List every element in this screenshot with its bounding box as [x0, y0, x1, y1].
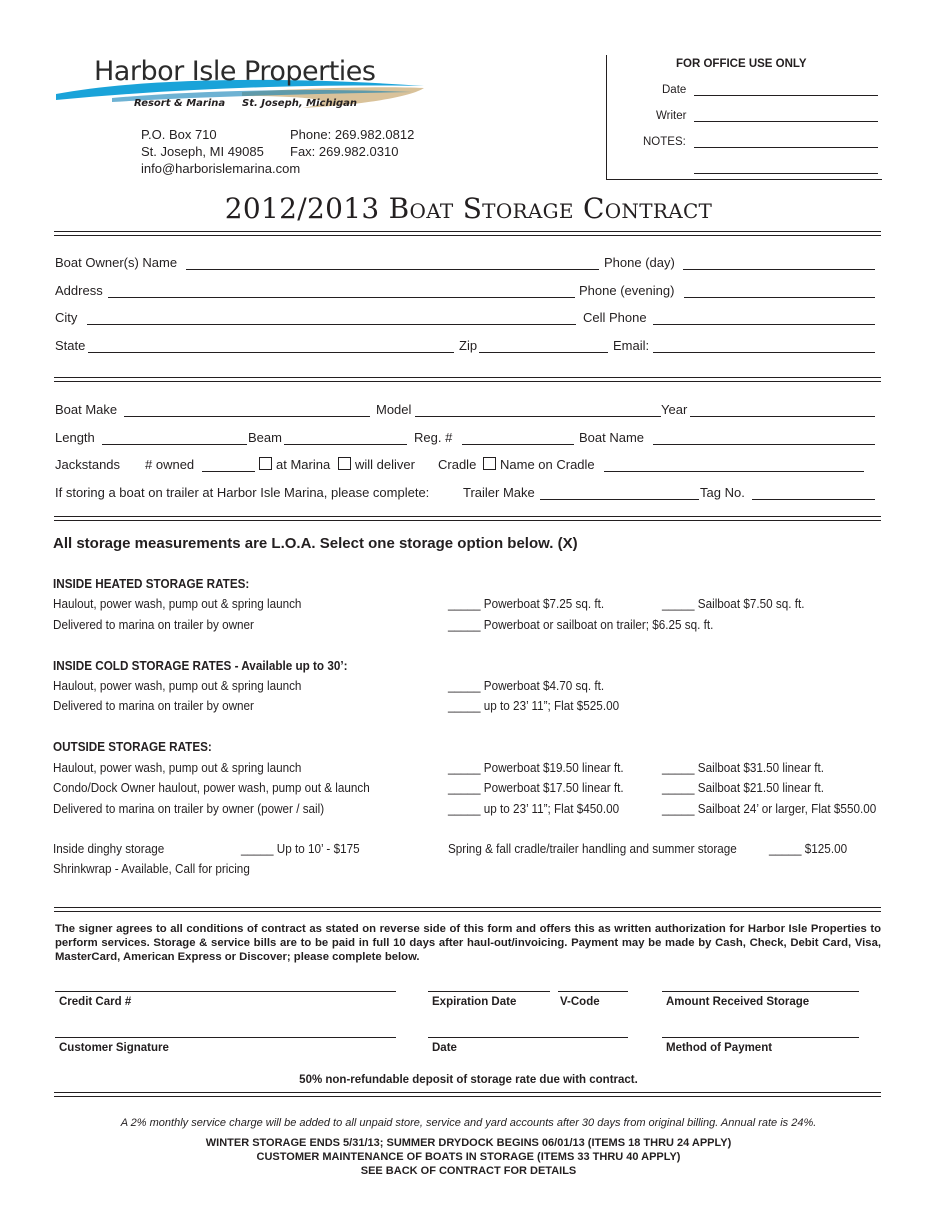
cradle-handling-label: Spring & fall cradle/trailer handling and summer storage: [448, 841, 737, 856]
city-label: City: [55, 310, 78, 325]
office-notes-field[interactable]: [694, 136, 878, 148]
office-writer-label: Writer: [656, 110, 687, 122]
payment-rule-bottom: [54, 1096, 881, 1097]
date-field[interactable]: [428, 1037, 628, 1038]
phone-evening-label: Phone (evening): [579, 283, 675, 298]
title-rule-top: [54, 231, 881, 232]
payment-rule-top: [54, 1092, 881, 1093]
phone-day-label: Phone (day): [604, 255, 675, 270]
heated-opt-powerboat[interactable]: _____ Powerboat $7.25 sq. ft.: [448, 596, 605, 611]
city-state: St. Joseph, MI 49085: [141, 144, 264, 159]
model-label: Model: [376, 402, 412, 417]
signature-field[interactable]: [55, 1037, 396, 1038]
office-notes-field-2[interactable]: [694, 162, 878, 174]
po-box: P.O. Box 710: [141, 127, 217, 142]
outside-opt-trailer[interactable]: _____ up to 23’ 11”; Flat $450.00: [448, 801, 620, 816]
service-charge-note: A 2% monthly service charge will be added to all unpaid store, service and yard accounts after 30 days from original billing. Annual rate is 24%.: [120, 1117, 817, 1129]
trailer-note: If storing a boat on trailer at Harbor Isle Marina, please complete:: [55, 485, 430, 500]
owner-name-label: Boat Owner(s) Name: [55, 255, 178, 270]
cradle-label: Cradle: [438, 457, 477, 472]
heated-title: INSIDE HEATED STORAGE RATES:: [53, 576, 250, 591]
trailer-make-label: Trailer Make: [463, 485, 535, 500]
outside-opt-sailboat-2[interactable]: _____ Sailboat $21.50 linear ft.: [662, 780, 824, 795]
year-label: Year: [661, 402, 688, 417]
footer-line-2: CUSTOMER MAINTENANCE OF BOATS IN STORAGE (ITEMS 33 THRU 40 APPLY): [256, 1151, 681, 1163]
date-label: Date: [432, 1042, 457, 1054]
boat-rule-bottom: [54, 520, 881, 521]
contact-email[interactable]: info@harborislemarina.com: [141, 161, 301, 176]
office-notes-label: NOTES:: [643, 136, 686, 148]
jackstands-label: Jackstands: [55, 457, 121, 472]
footer-line-3: SEE BACK OF CONTRACT FOR DETAILS: [360, 1165, 577, 1177]
cold-row1: Haulout, power wash, pump out & spring launch: [53, 678, 302, 693]
tag-no-label: Tag No.: [700, 485, 745, 500]
cold-opt-trailer[interactable]: _____ up to 23’ 11”; Flat $525.00: [448, 698, 620, 713]
storage-heading: All storage measurements are L.O.A. Select one storage option below. (X): [53, 535, 578, 552]
phone-day-field[interactable]: [683, 256, 875, 270]
email-label: Email:: [613, 338, 650, 353]
heated-row1: Haulout, power wash, pump out & spring launch: [53, 596, 302, 611]
office-date-label: Date: [662, 84, 687, 96]
name-on-cradle-label: Name on Cradle: [500, 457, 595, 472]
logo-tagline-right: St. Joseph, Michigan: [242, 98, 358, 109]
name-on-cradle-field[interactable]: [604, 458, 864, 472]
outside-row3: Delivered to marina on trailer by owner (power / sail): [53, 801, 325, 816]
title-rule-bottom: [54, 235, 881, 236]
boat-name-field[interactable]: [653, 431, 875, 445]
heated-opt-sailboat[interactable]: _____ Sailboat $7.50 sq. ft.: [662, 596, 805, 611]
outside-row2: Condo/Dock Owner haulout, power wash, pump out & launch: [53, 780, 370, 795]
page-title: 2012/2013 Boat Storage Contract: [224, 192, 713, 225]
vcode-label: V-Code: [560, 996, 600, 1008]
expiration-field[interactable]: [428, 991, 550, 992]
office-use-title: FOR OFFICE USE ONLY: [676, 58, 807, 70]
cell-phone-field[interactable]: [653, 311, 875, 325]
boat-make-field[interactable]: [124, 403, 370, 417]
beam-field[interactable]: [284, 431, 407, 445]
owner-name-field[interactable]: [186, 256, 599, 270]
will-deliver-label: will deliver: [355, 457, 415, 472]
signature-label: Customer Signature: [59, 1042, 169, 1054]
address-label: Address: [55, 283, 103, 298]
at-marina-checkbox[interactable]: [259, 457, 272, 470]
contact-fax: Fax: 269.982.0310: [290, 144, 399, 159]
tag-no-field[interactable]: [752, 486, 875, 500]
email-field[interactable]: [653, 339, 875, 353]
phone-evening-field[interactable]: [684, 284, 875, 298]
at-marina-label: at Marina: [276, 457, 331, 472]
outside-row1: Haulout, power wash, pump out & spring launch: [53, 760, 302, 775]
cradle-checkbox[interactable]: [483, 457, 496, 470]
length-label: Length: [55, 430, 95, 445]
length-field[interactable]: [102, 431, 247, 445]
cradle-handling-option[interactable]: _____ $125.00: [769, 841, 848, 856]
zip-field[interactable]: [479, 339, 608, 353]
footer-line-1: WINTER STORAGE ENDS 5/31/13; SUMMER DRYDOCK BEGINS 06/01/13 (ITEMS 18 THRU 24 APPLY): [205, 1137, 732, 1149]
outside-opt-sailboat-large[interactable]: _____ Sailboat 24’ or larger, Flat $550.00: [662, 801, 877, 816]
vcode-field[interactable]: [558, 991, 628, 992]
city-field[interactable]: [87, 311, 576, 325]
zip-label: Zip: [459, 338, 478, 353]
outside-title: OUTSIDE STORAGE RATES:: [53, 739, 212, 754]
office-date-field[interactable]: [694, 84, 878, 96]
owned-field[interactable]: [202, 458, 255, 472]
boat-rule-top: [54, 516, 881, 517]
cold-row2: Delivered to marina on trailer by owner: [53, 698, 254, 713]
amount-field[interactable]: [662, 991, 859, 992]
options-rule-bottom: [54, 911, 881, 912]
will-deliver-checkbox[interactable]: [338, 457, 351, 470]
office-writer-field[interactable]: [694, 110, 878, 122]
reg-field[interactable]: [462, 431, 574, 445]
reg-label: Reg. #: [414, 430, 453, 445]
logo: [52, 52, 432, 117]
agreement-text: The signer agrees to all conditions of contract as stated on reverse side of this form and offers this as written authorization for Harbor Isle Properties to perform services. Storage & service bills are to be paid in full 10 days after haul-out/invoicing. Payment may be made by Cash, Check, Debit Card, Visa, MasterCard, American Express or Discover; please complete below.: [55, 923, 881, 963]
owner-rule-bottom: [54, 381, 881, 382]
contact-phone: Phone: 269.982.0812: [290, 127, 415, 142]
year-field[interactable]: [690, 403, 875, 417]
state-field[interactable]: [88, 339, 454, 353]
cell-phone-label: Cell Phone: [583, 310, 647, 325]
cold-opt-powerboat[interactable]: _____ Powerboat $4.70 sq. ft.: [448, 678, 605, 693]
logo-name: Harbor Isle Properties: [94, 56, 376, 87]
owner-rule-top: [54, 377, 881, 378]
model-field[interactable]: [415, 403, 661, 417]
boat-make-label: Boat Make: [55, 402, 118, 417]
heated-row2: Delivered to marina on trailer by owner: [53, 617, 254, 632]
state-label: State: [55, 338, 86, 353]
credit-card-label: Credit Card #: [59, 996, 132, 1008]
options-rule-top: [54, 907, 881, 908]
dinghy-option[interactable]: _____ Up to 10’ - $175: [241, 841, 360, 856]
cold-title: INSIDE COLD STORAGE RATES - Available up to 30’:: [53, 658, 348, 673]
outside-opt-sailboat-1[interactable]: _____ Sailboat $31.50 linear ft.: [662, 760, 824, 775]
heated-opt-trailer[interactable]: _____ Powerboat or sailboat on trailer; $6.25 sq. ft.: [448, 617, 714, 632]
credit-card-field[interactable]: [55, 991, 396, 992]
outside-opt-powerboat-1[interactable]: _____ Powerboat $19.50 linear ft.: [448, 760, 624, 775]
outside-opt-powerboat-2[interactable]: _____ Powerboat $17.50 linear ft.: [448, 780, 624, 795]
shrinkwrap-label: Shrinkwrap - Available, Call for pricing: [53, 861, 250, 876]
method-field[interactable]: [662, 1037, 859, 1038]
beam-label: Beam: [248, 430, 282, 445]
boat-name-label: Boat Name: [579, 430, 645, 445]
deposit-note: 50% non-refundable deposit of storage rate due with contract.: [299, 1074, 638, 1086]
method-label: Method of Payment: [666, 1042, 773, 1054]
expiration-label: Expiration Date: [432, 996, 517, 1008]
dinghy-label: Inside dinghy storage: [53, 841, 165, 856]
owned-label: # owned: [145, 457, 195, 472]
logo-tagline-left: Resort & Marina: [134, 98, 226, 109]
amount-label: Amount Received Storage: [666, 996, 810, 1008]
trailer-make-field[interactable]: [540, 486, 699, 500]
address-field[interactable]: [108, 284, 575, 298]
